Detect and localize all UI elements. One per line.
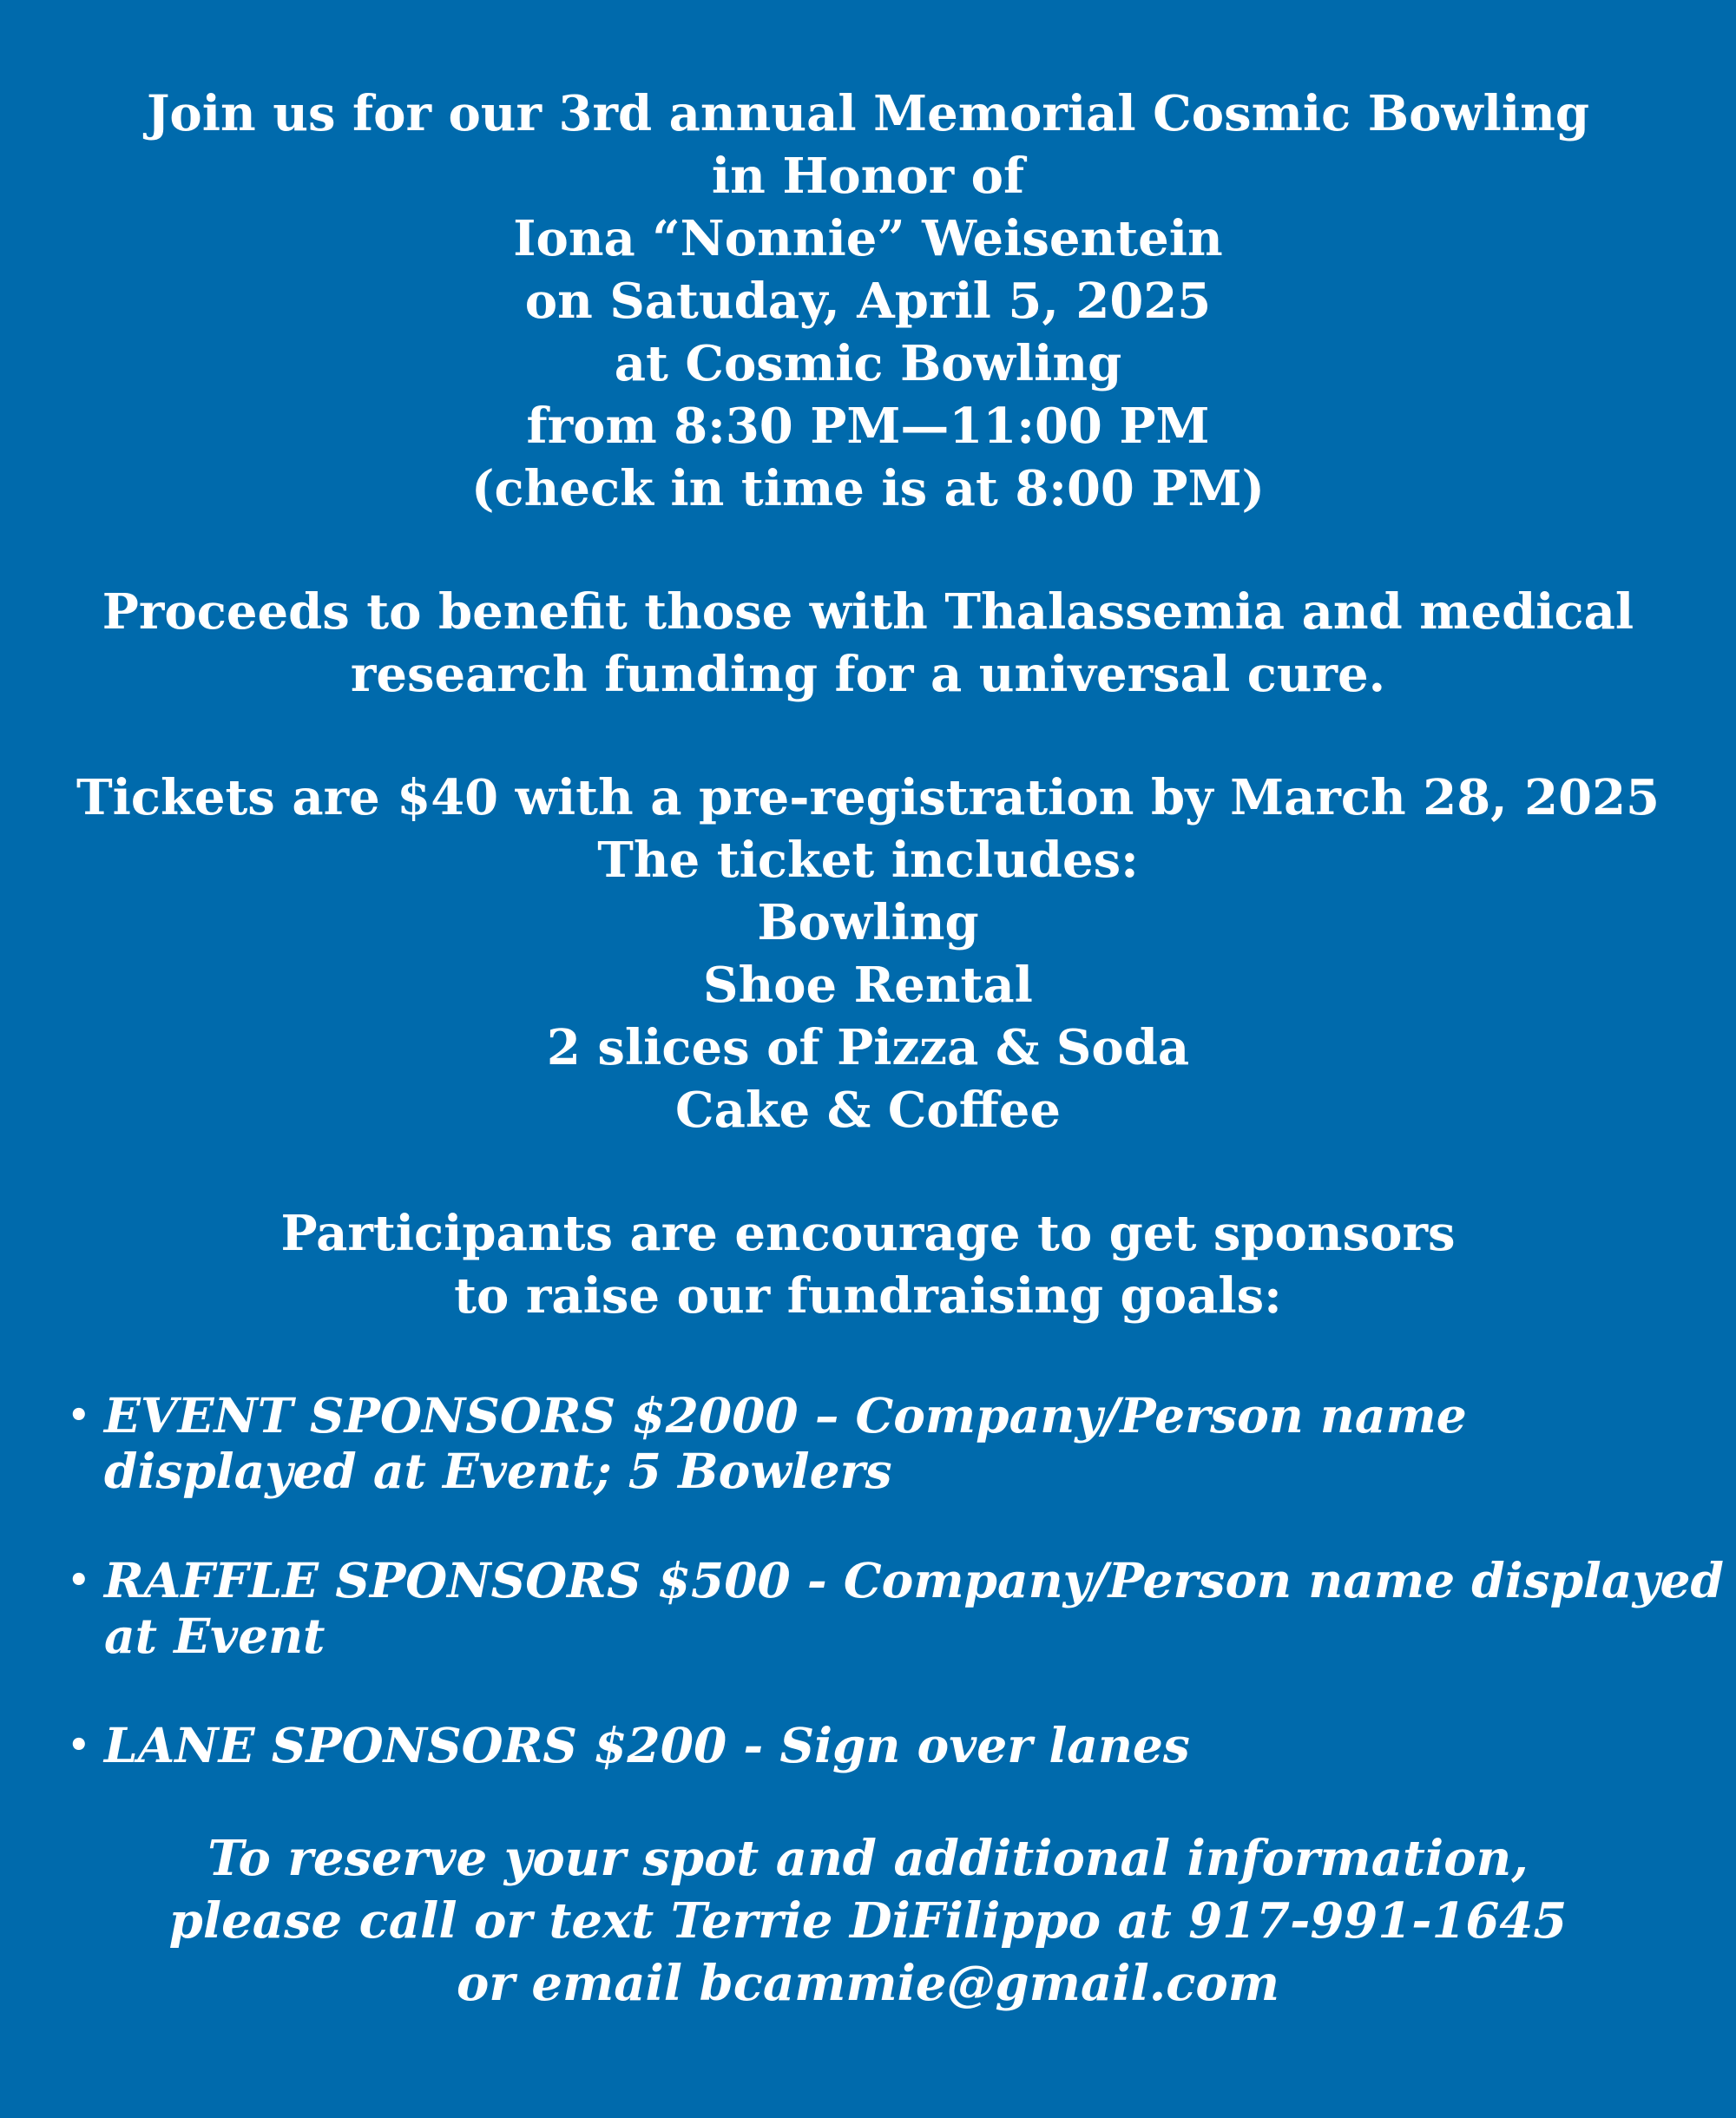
event-headline: Join us for our 3rd annual Memorial Cosmic Bowling [146,85,1590,142]
spacer [0,1327,1736,1388]
sponsor-item-lane [68,1718,1693,1773]
participants-line: Participants are encourage to get sponsors [280,1205,1456,1262]
sponsor-line: EVENT SPONSORS $2000 – Company/Person name [104,1387,1467,1444]
sponsor-line: at Event [104,1608,326,1664]
participants-note [0,1202,1736,1327]
spacer [0,520,1736,581]
contact-info [0,1827,1736,2015]
checkin-time: (check in time is at 8:00 PM) [471,460,1265,517]
sponsor-line: LANE SPONSORS $200 - Sign over lanes [104,1717,1190,1773]
contact-line: To reserve your spot and additional information, [207,1830,1529,1887]
ticket-price: Tickets are $40 with a pre-registration by March 28, 2025 [76,769,1660,826]
honoree-name: Iona “Nonnie” Weisentein [513,210,1223,267]
event-venue: at Cosmic Bowling [614,335,1122,392]
proceeds-line: research funding for a universal cure. [350,646,1386,703]
sponsor-line: displayed at Event; 5 Bowlers [104,1443,892,1499]
ticket-item: Cake & Coffee [675,1082,1061,1139]
event-date: on Satuday, April 5, 2025 [524,273,1212,330]
ticket-item: Bowling [757,894,979,951]
proceeds-statement [0,581,1736,706]
sponsor-line: RAFFLE SPONSORS $500 - Company/Person name displayed [104,1552,1724,1608]
event-details [0,82,1736,520]
event-time: from 8:30 PM—11:00 PM [526,398,1210,455]
participants-line: to raise our fundraising goals: [454,1267,1282,1325]
spacer [0,706,1736,766]
contact-phone-line: please call or text Terrie DiFilippo at 917-991-1645 [168,1892,1568,1950]
proceeds-line: Proceeds to benefit those with Thalassemia and medical [102,583,1634,641]
bullet-icon: • [68,1395,90,1436]
ticket-item: 2 slices of Pizza & Soda [546,1019,1190,1076]
bullet-icon: • [68,1725,90,1766]
ticket-includes-heading: The ticket includes: [597,832,1139,889]
spacer [0,1141,1736,1202]
sponsor-item-event [68,1388,1693,1499]
bullet-icon: • [68,1560,90,1601]
contact-email-line: or email bcammie@gmail.com [457,1955,1279,2012]
ticket-details [0,766,1736,1141]
sponsor-list [0,1388,1736,1773]
event-honor-line: in Honor of [711,148,1025,205]
sponsor-item-raffle [68,1552,1724,1664]
ticket-item: Shoe Rental [703,957,1033,1014]
